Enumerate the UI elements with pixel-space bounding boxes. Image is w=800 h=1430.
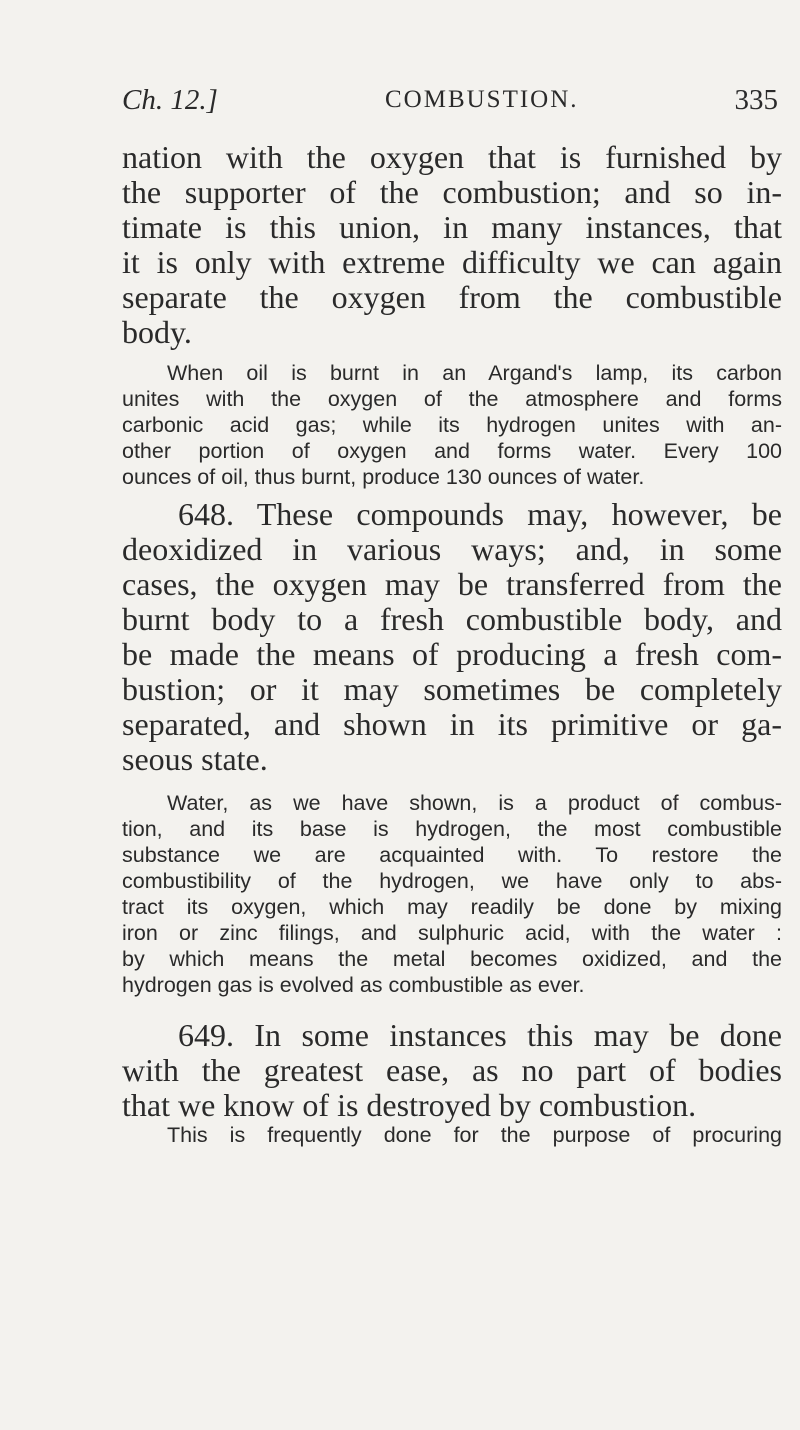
text-line: nation with the oxygen that is furnished by <box>122 139 782 175</box>
text-line: separate the oxygen from the combustible <box>122 279 782 315</box>
text-line: iron or zinc filings, and sulphuric acid, with the water : <box>122 921 782 945</box>
text-line: substance we are acquainted with. To restore the <box>122 843 782 867</box>
running-title: COMBUSTION. <box>385 86 579 113</box>
text-line: the supporter of the combustion; and so in- <box>122 174 782 210</box>
text-line: timate is this union, in many instances, that <box>122 209 782 245</box>
text-line: deoxidized in various ways; and, in some <box>122 531 782 567</box>
text-line: it is only with extreme difficulty we can again <box>122 244 782 280</box>
text-line: be made the means of producing a fresh com- <box>122 636 782 672</box>
running-head <box>122 84 782 124</box>
text-line: 649. In some instances this may be done <box>178 1017 782 1053</box>
text-line: combustibility of the hydrogen, we have only to abs- <box>122 869 782 893</box>
text-line: hydrogen gas is evolved as combustible as ever. <box>122 973 585 997</box>
paragraph-649 <box>122 1018 782 1123</box>
text-line: When oil is burnt in an Argand's lamp, its carbon <box>167 361 782 385</box>
text-line: other portion of oxygen and forms water. Every 100 <box>122 439 782 463</box>
text-line: separated, and shown in its primitive or ga- <box>122 706 782 742</box>
text-line: ounces of oil, thus burnt, produce 130 ounces of water. <box>122 465 645 489</box>
text-line: unites with the oxygen of the atmosphere and forms <box>122 387 782 411</box>
note-paragraph <box>122 360 782 490</box>
text-line: tion, and its base is hydrogen, the most combustible <box>122 817 782 841</box>
text-line: with the greatest ease, as no part of bodies <box>122 1052 782 1088</box>
paragraph-648 <box>122 497 782 777</box>
text-line: bustion; or it may sometimes be completely <box>122 671 782 707</box>
text-line: This is frequently done for the purpose of procuring <box>167 1123 782 1147</box>
text-line: by which means the metal becomes oxidized, and the <box>122 947 782 971</box>
note-paragraph <box>122 790 782 998</box>
text-line: cases, the oxygen may be transferred from the <box>122 566 782 602</box>
text-line: tract its oxygen, which may readily be done by mixing <box>122 895 782 919</box>
text-line: seous state. <box>122 741 268 777</box>
text-line: Water, as we have shown, is a product of combus- <box>167 791 782 815</box>
note-paragraph <box>122 1122 782 1148</box>
text-line: burnt body to a fresh combustible body, and <box>122 601 782 637</box>
page-number: 335 <box>734 84 778 116</box>
paragraph-continuation <box>122 140 782 350</box>
text-line: that we know of is destroyed by combustion. <box>122 1087 697 1123</box>
chapter-reference: Ch. 12.] <box>122 84 218 116</box>
text-line: 648. These compounds may, however, be <box>178 496 782 532</box>
text-line: carbonic acid gas; while its hydrogen unites with an- <box>122 413 782 437</box>
text-line: body. <box>122 314 192 350</box>
